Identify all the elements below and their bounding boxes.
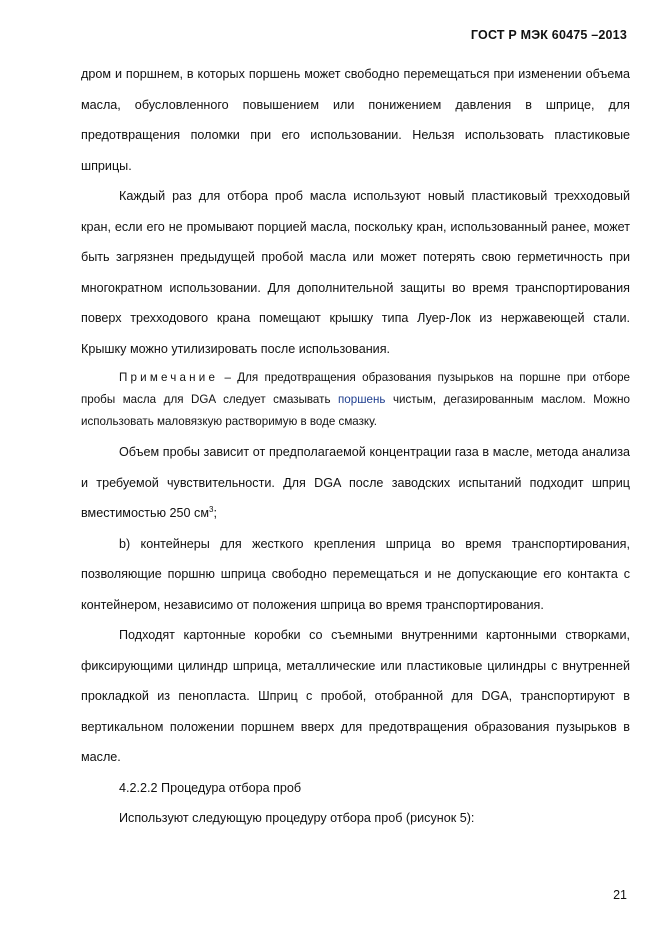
note-text-2: чистым, дегазированным маслом. Можно использовать маловязкую растворимую в воде смазку. xyxy=(81,393,630,428)
paragraph-procedure: Используют следующую процедуру отбора проб (рисунок 5): xyxy=(119,811,475,825)
page-number: 21 xyxy=(613,888,627,902)
document-body xyxy=(81,59,630,834)
volume-superscript: 3 xyxy=(209,504,214,514)
paragraph-boxes: Подходят картонные коробки со съемными внутренними картонными створками, фиксирующими цилиндр шприца, металлические или пластиковые цилиндры с внутренней прокладкой из пенопласта. Шприц с пробой, отобранной для DGA, транспортируют в вертикальном положении поршнем вверх для предотвращения образования пузырьков в масле. xyxy=(81,628,630,764)
paragraph-valve: Каждый раз для отбора проб масла используют новый пластиковый трехходовый кран, если его не промывают порцией масла, поскольку кран, использованный ранее, может быть загрязнен предыдущей пробой масла или может потерять свою герметичность при многократном использовании. Для дополнительной защиты во время транспортирования поверх трехходового крана помещают крышку типа Луер-Лок из нержавеющей стали. Крышку можно утилизировать после использования. xyxy=(81,189,630,356)
volume-text: Объем пробы зависит от предполагаемой концентрации газа в масле, метода анализа и требуемой чувствительности. Для DGA после заводских испытаний подходит шприц вместимостью 250 см xyxy=(81,445,630,520)
document-header: ГОСТ Р МЭК 60475 –2013 xyxy=(470,28,627,42)
note-paragraph xyxy=(81,367,630,433)
volume-end: ; xyxy=(213,506,217,520)
section-heading: 4.2.2.2 Процедура отбора проб xyxy=(119,780,302,795)
note-label: Примечание xyxy=(119,371,219,384)
paragraph-continuation: дром и поршнем, в которых поршень может свободно перемещаться при изменении объема масла, обусловленного повышением или понижением давления в шприце, для предотвращения поломки при его использовании. Нельзя использовать пластиковые шприцы. xyxy=(81,67,630,173)
note-text-1: – Для предотвращения образования пузырьков на поршне при отборе пробы масла для DGA следует смазывать xyxy=(81,371,630,406)
note-highlight: поршень xyxy=(338,393,386,406)
paragraph-containers: b) контейнеры для жесткого крепления шприца во время транспортирования, позволяющие поршню шприца свободно перемещаться и не допускающие его контакта с контейнером, независимо от положения шприца во время транспортирования. xyxy=(81,536,630,612)
paragraph-volume xyxy=(81,437,630,529)
